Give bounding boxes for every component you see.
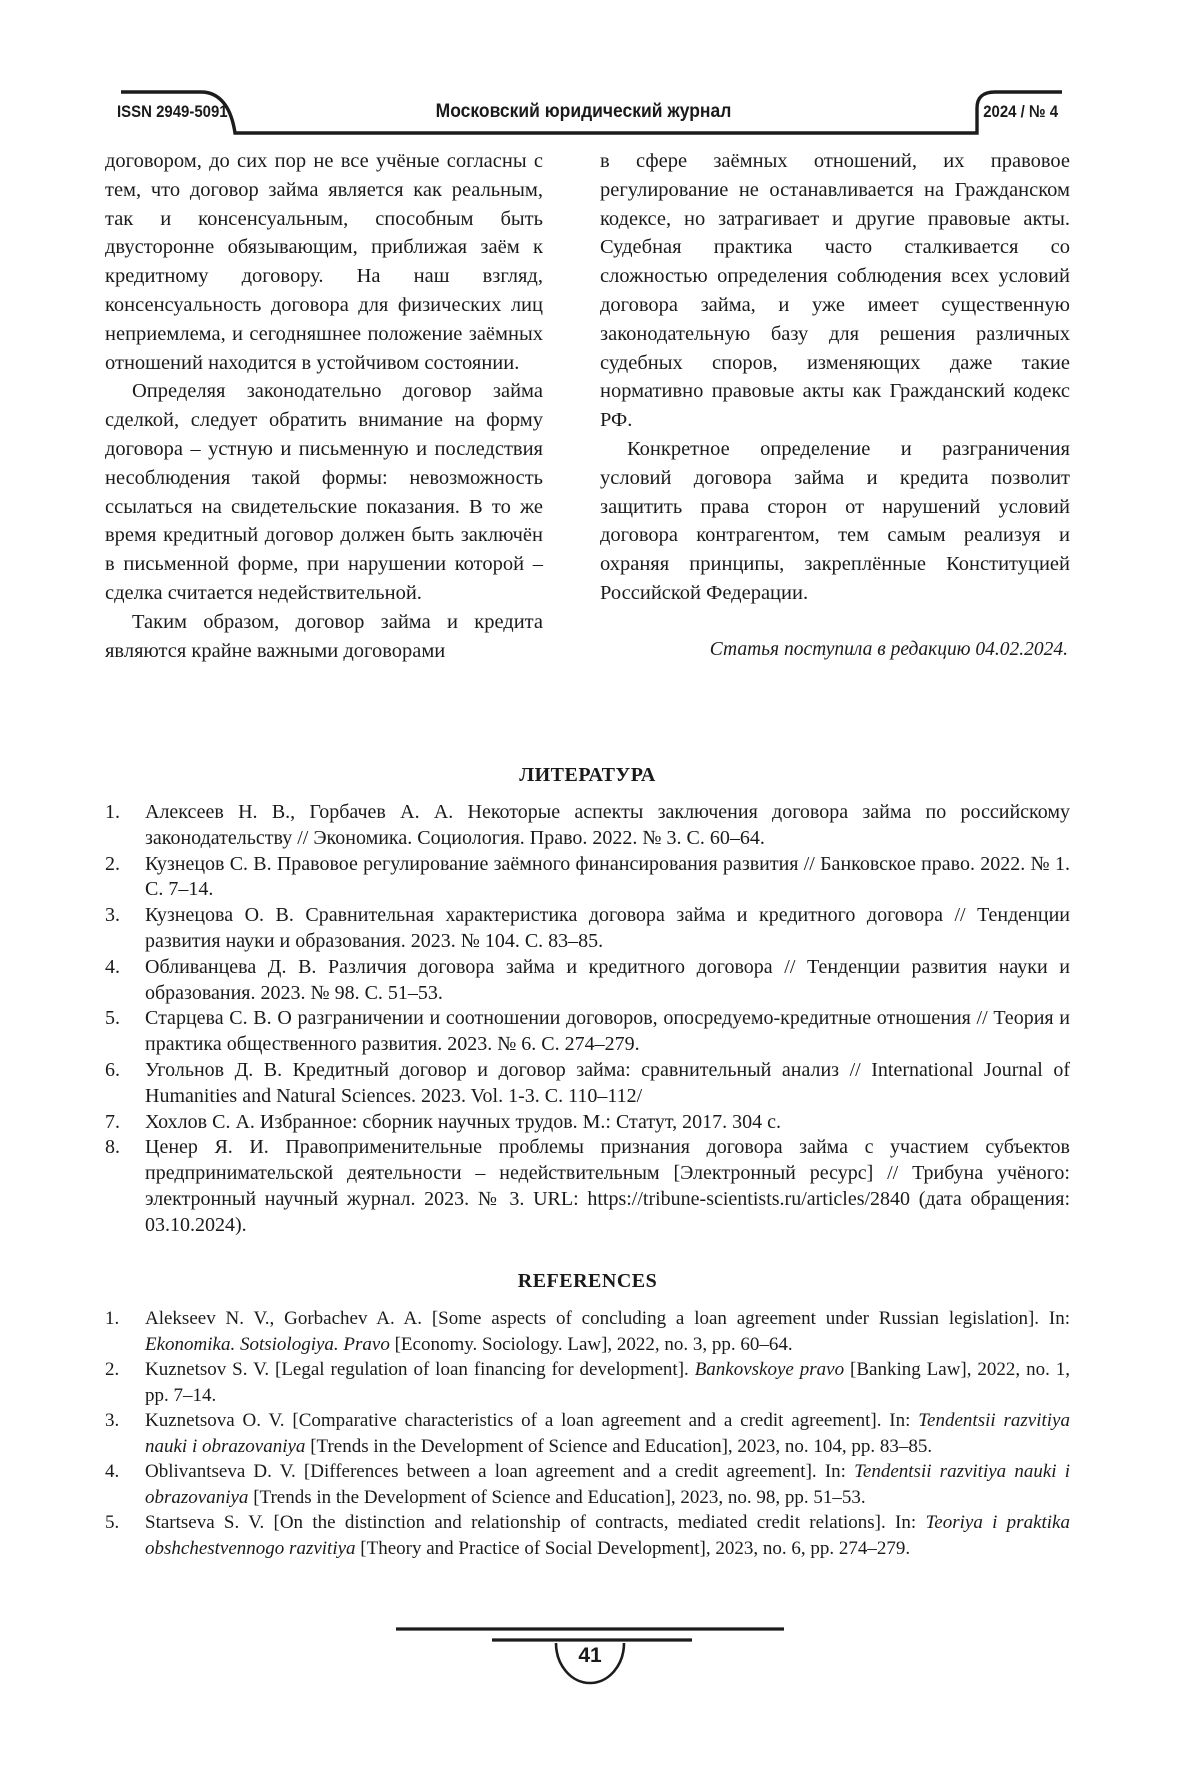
reference-text: Startseva S. V. [On the distinction and relationship of contracts, mediated credit relations]. In: (145, 1512, 926, 1533)
reference-source-italic: Tendentsii razvitiya nauki i obrazovaniya (145, 1461, 1070, 1508)
reference-item-number: 2. (105, 1359, 120, 1380)
paragraph: Конкретное определение и разграничения условий договора займа и кредита позволит защитить права сторон от нарушений условий договора контрагентом, тем самым реализуя и охраняя принципы, закреплённые Конституцией Российской Федерации. (600, 437, 1070, 604)
paragraph: договором, до сих пор не все учёные согласны с тем, что договор займа является как реальным, так и консенсуальным, способным быть двусторонне обязывающим, приближая заём к кредитному договору. На наш взгляд, консенсуальность договора для физических лиц неприемлема, и сегодняшнее положение заёмных отношений находится в устойчивом состоянии. (105, 150, 543, 374)
paragraph: Определяя законодательно договор займа сделкой, следует обратить внимание на форму договора – устную и письменную и последствия несоблюдения такой формы: невозможность ссылаться на свидетельские показания. В то же время кредитный договор должен быть заключён в письменной форме, при нарушении которой – сделка считается недействительной. (105, 380, 543, 604)
article-body (105, 147, 1070, 665)
reference-item (105, 1135, 1070, 1238)
page-footer (388, 1622, 792, 1697)
reference-text: Кузнецова О. В. Сравнительная характеристика договора займа и кредитного договора // Тенденции развития науки и образования. 2023. № 104. С. 83–85. (145, 904, 1070, 952)
reference-text: Ценер Я. И. Правоприменительные проблемы признания договора займа с участием субъектов предпринимательской деятельности – недействительным [Электронный ресурс] // Трибуна учёного: электронный научный журнал. 2023. № 3. URL: https://tribune-scientists.ru/articles/2840 (дата обращения: 03.10.2024). (145, 1136, 1070, 1236)
literature-heading: ЛИТЕРАТУРА (519, 764, 656, 786)
reference-text: Kuznetsov S. V. [Legal regulation of loan financing for development]. (145, 1359, 695, 1380)
paragraph: в сфере заёмных отношений, их правовое регулирование не останавливается на Гражданском кодексе, но затрагивает и другие правовые акты. Судебная практика часто сталкивается со сложностью определения соблюдения всех условий договора займа, и уже имеет существенную законодательную базу для решения различных судебных споров, изменяющих даже такие нормативно правовые акты как Гражданский кодекс РФ. (600, 150, 1070, 432)
reference-source-italic: Ekonomika. Sotsiologiya. Pravo (145, 1333, 390, 1355)
reference-item-number: 2. (105, 852, 120, 875)
references-heading: REFERENCES (517, 1270, 658, 1292)
reference-source-italic: Tendentsii razvitiya nauki i obrazovaniya (145, 1410, 1070, 1457)
reference-item-number: 1. (105, 1308, 120, 1329)
reference-item-number: 8. (105, 1136, 120, 1159)
reference-item (105, 1459, 1070, 1510)
reference-item-number: 7. (105, 1110, 120, 1133)
reference-item (105, 852, 1070, 904)
reference-source-italic: Bankovskoye pravo (694, 1359, 845, 1380)
reference-text: [Trends in the Development of Science and Education], 2023, no. 104, pp. 83–85. (305, 1435, 933, 1457)
reference-text: [Economy. Sociology. Law], 2022, no. 3, pp. 60–64. (389, 1333, 793, 1355)
reference-item-number: 1. (105, 801, 120, 823)
page-header (105, 84, 1062, 140)
reference-item (105, 1510, 1070, 1561)
reference-text: Kuznetsova O. V. [Comparative characteristics of a loan agreement and a credit agreement]. In: (145, 1410, 919, 1431)
reference-item-number: 4. (105, 955, 120, 978)
reference-text: Oblivantseva D. V. [Differences between a loan agreement and a credit agreement]. In: (145, 1461, 855, 1482)
reference-source-italic: Teoriya i praktika obshchestvennogo razvitiya (145, 1512, 1070, 1559)
issue-label: 2024 / № 4 (983, 102, 1058, 121)
issn-label: ISSN 2949-5091 (117, 102, 228, 121)
journal-title: Московский юридический журнал (435, 101, 732, 122)
references-section (105, 1270, 1070, 1561)
reference-item (105, 1058, 1070, 1110)
reference-item (105, 1110, 1070, 1136)
reference-item-number: 3. (105, 904, 120, 927)
reference-text: Alekseev N. V., Gorbachev A. A. [Some aspects of concluding a loan agreement under Russian legislation]. In: (145, 1308, 1070, 1329)
literature-section (105, 764, 1070, 1239)
reference-text: [Theory and Practice of Social Development], 2023, no. 6, pp. 274–279. (355, 1537, 911, 1559)
reference-item-number: 4. (105, 1461, 120, 1482)
body-column-right-paragraphs (600, 147, 1070, 608)
reference-item-number: 5. (105, 1007, 120, 1030)
reference-text: Старцева С. В. О разграничении и соотношении договоров, опосредуемо-кредитные отношения // Теория и практика общественного развития. 2023. № 6. С. 274–279. (145, 1007, 1070, 1056)
reference-item (105, 1357, 1070, 1408)
reference-item-number: 5. (105, 1512, 120, 1533)
reference-text: [Trends in the Development of Science and Education], 2023, no. 98, pp. 51–53. (248, 1486, 866, 1508)
reference-item (105, 1006, 1070, 1058)
reference-item (105, 1306, 1070, 1357)
page-number: 41 (578, 1644, 602, 1667)
reference-text: Обливанцева Д. В. Различия договора займа и кредитного договора // Тенденции развития науки и образования. 2023. № 98. С. 51–53. (145, 955, 1070, 1004)
reference-item (105, 1408, 1070, 1459)
references-list (105, 1306, 1070, 1561)
reference-item-number: 6. (105, 1058, 120, 1081)
reference-item-number: 3. (105, 1410, 120, 1431)
reference-text: Кузнецов С. В. Правовое регулирование заёмного финансирования развития // Банковское право. 2022. № 1. С. 7–14. (145, 852, 1070, 901)
reference-item (105, 800, 1070, 852)
paragraph: Таким образом, договор займа и кредита являются крайне важными договорами (105, 610, 543, 662)
literature-list (105, 800, 1070, 1239)
reference-text: [Banking Law], 2022, no. 1, pp. 7–14. (145, 1359, 1070, 1406)
reference-text: Алексеев Н. В., Горбачев А. А. Некоторые аспекты заключения договора займа по российскому законодательству // Экономика. Социология. Право. 2022. № 3. С. 60–64. (145, 801, 1070, 849)
reference-text: Угольнов Д. В. Кредитный договор и договор займа: сравнительный анализ // International Journal of Humanities and Natural Sciences. 2023. Vol. 1-3. С. 110–112/ (145, 1058, 1070, 1107)
body-column-left (105, 147, 543, 665)
reference-item (105, 955, 1070, 1007)
body-column-right (600, 147, 1070, 665)
received-date-line: Статья поступила в редакцию 04.02.2024. (709, 638, 1068, 660)
reference-item (105, 903, 1070, 955)
reference-text: Хохлов С. А. Избранное: сборник научных трудов. М.: Статут, 2017. 304 с. (145, 1110, 781, 1133)
